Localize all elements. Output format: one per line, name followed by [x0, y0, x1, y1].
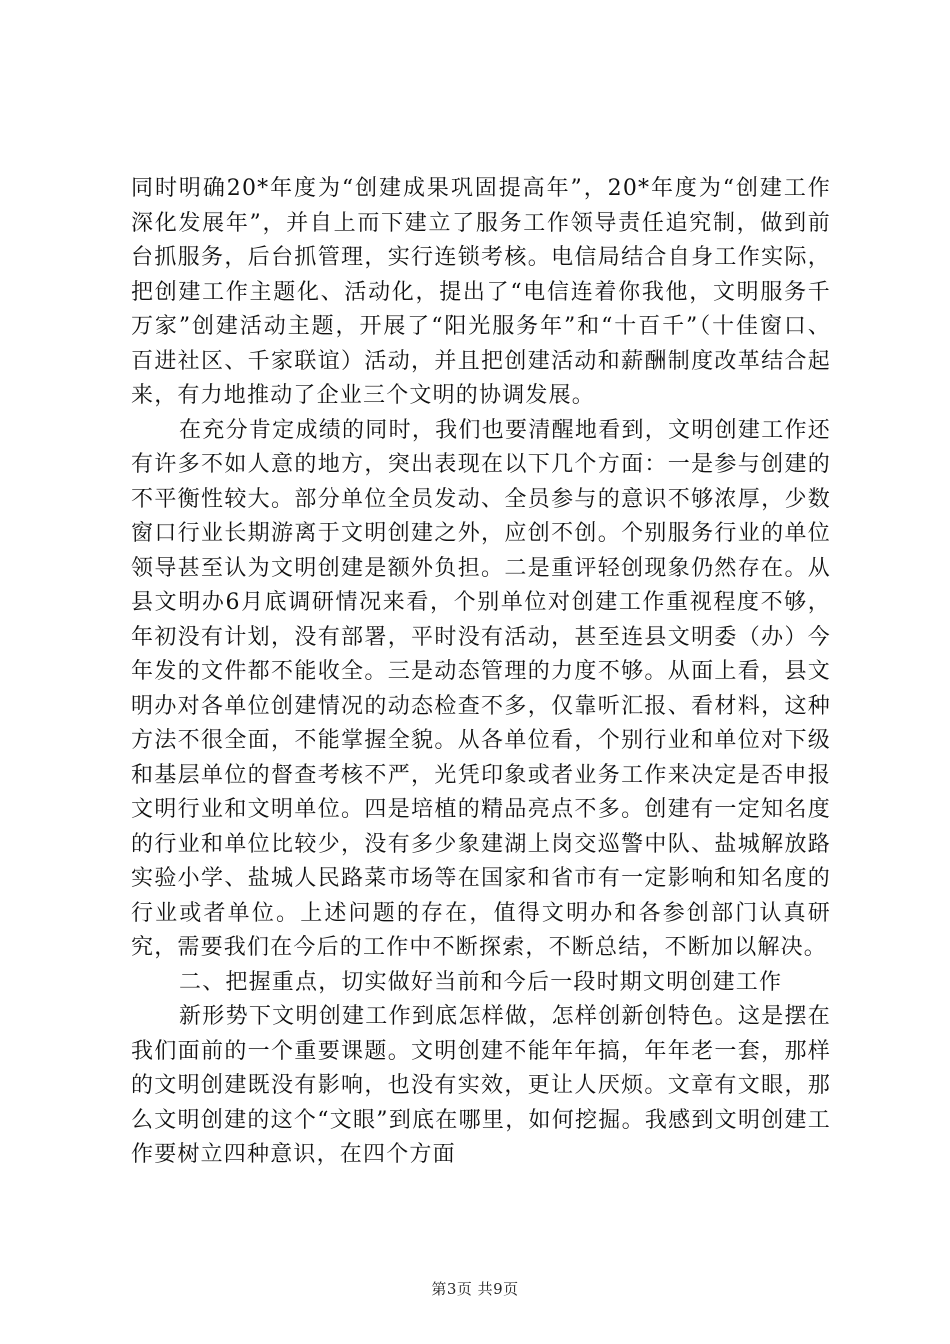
- paragraph-problems: 在充分肯定成绩的同时，我们也要清醒地看到，文明创建工作还有许多不如人意的地方，突出表现在以下几个方面：一是参与创建的不平衡性较大。部分单位全员发动、全员参与的意识不够浓厚，少数窗口行业长期游离于文明创建之外，应创不创。个别服务行业的单位领导甚至认为文明创建是额外负担。二是重评轻创现象仍然存在。从县文明办6月底调研情况来看，个别单位对创建工作重视程度不够，年初没有计划，没有部署，平时没有活动，甚至连县文明委（办）今年发的文件都不能收全。三是动态管理的力度不够。从面上看，县文明办对各单位创建情况的动态检查不多，仅靠听汇报、看材料，这种方法不很全面，不能掌握全貌。从各单位看，个别行业和单位对下级和基层单位的督查考核不严，光凭印象或者业务工作来决定是否申报文明行业和文明单位。四是培植的精品亮点不多。创建有一定知名度的行业和单位比较少，没有多少象建湖上岗交巡警中队、盐城解放路实验小学、盐城人民路菜市场等在国家和省市有一定影响和知名度的行业或者单位。上述问题的存在，值得文明办和各参创部门认真研究，需要我们在今后的工作中不断探索，不断总结，不断加以解决。: [131, 417, 831, 960]
- paragraph-continued: 同时明确20*年度为“创建成果巩固提高年”，20*年度为“创建工作深化发展年”，并自上而下建立了服务工作领导责任追究制，做到前台抓服务，后台抓管理，实行连锁考核。电信局结合自身工作实际，把创建工作主题化、活动化，提出了“电信连着你我他，文明服务千万家”创建活动主题，开展了“阳光服务年”和“十百千”（十佳窗口、百进社区、千家联谊）活动，并且把创建活动和薪酬制度改革结合起来，有力地推动了企业三个文明的协调发展。: [131, 176, 831, 408]
- paragraph-new-situation: 新形势下文明创建工作到底怎样做，怎样创新创特色。这是摆在我们面前的一个重要课题。文明创建不能年年搞，年年老一套，那样的文明创建既没有影响，也没有实效，更让人厌烦。文章有文眼，那么文明创建的这个“文眼”到底在哪里，如何挖掘。我感到文明创建工作要树立四种意识，在四个方面: [131, 1004, 831, 1167]
- page-footer: 第3页 共9页: [431, 1280, 519, 1298]
- section-heading: 二、把握重点，切实做好当前和今后一段时期文明创建工作: [179, 969, 783, 995]
- document-body: [131, 172, 831, 1173]
